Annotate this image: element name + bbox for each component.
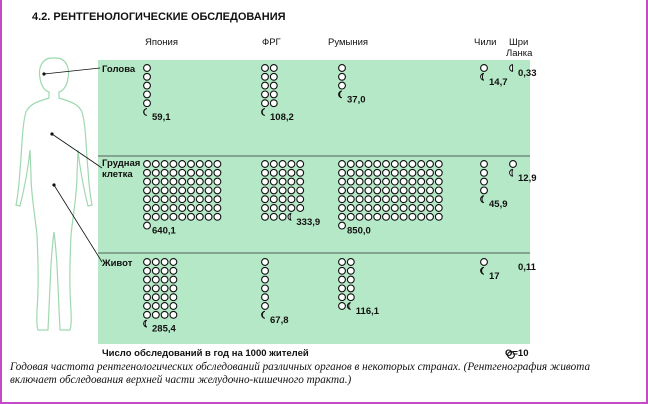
data-symbol xyxy=(427,196,434,203)
data-symbol xyxy=(270,187,277,194)
data-symbol xyxy=(161,311,168,318)
data-symbol xyxy=(374,205,381,212)
data-symbol xyxy=(270,65,277,72)
data-label: 116,1 xyxy=(355,306,380,317)
data-symbol xyxy=(144,82,151,89)
data-symbol xyxy=(347,294,354,301)
data-symbol xyxy=(365,187,372,194)
data-symbol xyxy=(270,213,277,220)
data-symbol xyxy=(391,213,398,220)
data-symbol xyxy=(339,285,346,292)
data-symbol xyxy=(144,213,151,220)
data-symbol xyxy=(427,187,434,194)
data-symbol xyxy=(365,161,372,168)
data-symbol xyxy=(152,196,159,203)
pointer-line xyxy=(44,68,100,74)
organ-label-chest: Грудная xyxy=(102,158,141,169)
data-symbol xyxy=(144,100,151,107)
data-symbol xyxy=(152,178,159,185)
data-symbol xyxy=(262,213,269,220)
country-label-srilanka-2: Ланка xyxy=(506,48,533,59)
data-symbol xyxy=(383,178,390,185)
data-symbol xyxy=(262,178,269,185)
data-symbol xyxy=(270,73,277,80)
data-symbol xyxy=(279,196,286,203)
data-symbol xyxy=(339,169,346,176)
data-symbol xyxy=(356,196,363,203)
data-symbol xyxy=(347,285,354,292)
data-symbol xyxy=(510,161,517,168)
data-symbol xyxy=(262,285,269,292)
data-symbol xyxy=(179,169,186,176)
data-symbol xyxy=(347,259,354,266)
data-symbol xyxy=(339,303,346,310)
data-symbol xyxy=(179,187,186,194)
pointer-dot xyxy=(52,183,55,186)
data-symbol xyxy=(170,303,177,310)
data-symbol xyxy=(170,311,177,318)
data-symbol xyxy=(262,205,269,212)
data-symbol xyxy=(152,161,159,168)
data-symbol xyxy=(347,187,354,194)
data-symbol xyxy=(262,91,269,98)
data-symbol xyxy=(374,161,381,168)
pointer-dot xyxy=(42,72,45,75)
data-symbol xyxy=(297,178,304,185)
data-symbol xyxy=(339,276,346,283)
data-symbol xyxy=(205,205,212,212)
data-symbol xyxy=(339,82,346,89)
data-symbol xyxy=(188,161,195,168)
data-symbol xyxy=(152,259,159,266)
data-symbol-partial xyxy=(510,65,513,72)
data-symbol xyxy=(144,285,151,292)
data-symbol xyxy=(152,205,159,212)
data-symbol xyxy=(170,178,177,185)
country-label-japan: Япония xyxy=(145,37,178,48)
data-symbol xyxy=(262,169,269,176)
data-symbol xyxy=(196,205,203,212)
data-symbol xyxy=(214,213,221,220)
data-symbol xyxy=(179,161,186,168)
data-symbol xyxy=(288,161,295,168)
data-symbol xyxy=(262,161,269,168)
data-symbol xyxy=(188,169,195,176)
data-symbol xyxy=(188,196,195,203)
data-symbol xyxy=(170,285,177,292)
data-symbol xyxy=(144,267,151,274)
data-symbol xyxy=(374,196,381,203)
data-symbol xyxy=(205,169,212,176)
data-symbol xyxy=(161,259,168,266)
data-symbol xyxy=(356,205,363,212)
data-symbol xyxy=(288,196,295,203)
data-symbol xyxy=(427,178,434,185)
data-symbol xyxy=(427,161,434,168)
data-label: 67,8 xyxy=(270,314,289,326)
data-symbol xyxy=(409,178,416,185)
data-symbol xyxy=(214,169,221,176)
data-symbol xyxy=(262,65,269,72)
data-symbol xyxy=(435,161,442,168)
organ-label-chest-2: клетка xyxy=(102,169,133,180)
data-symbol xyxy=(279,178,286,185)
data-symbol xyxy=(262,294,269,301)
data-symbol xyxy=(435,213,442,220)
figure-caption: Годовая частота рентгенологических обследований различных органов в некоторых странах. (Рентгенография живота включает обследования верхней части желудочно-кишечного тракта.) xyxy=(10,361,591,386)
data-label: 59,1 xyxy=(152,112,171,123)
data-symbol xyxy=(339,178,346,185)
data-symbol xyxy=(170,294,177,301)
data-symbol xyxy=(435,187,442,194)
data-symbol xyxy=(262,196,269,203)
data-symbol xyxy=(262,100,269,107)
data-symbol xyxy=(339,196,346,203)
data-symbol xyxy=(270,178,277,185)
data-symbol xyxy=(288,169,295,176)
data-symbol xyxy=(297,161,304,168)
data-symbol xyxy=(391,169,398,176)
data-symbol xyxy=(339,161,346,168)
data-symbol xyxy=(270,161,277,168)
data-symbol xyxy=(161,294,168,301)
data-symbol xyxy=(383,161,390,168)
data-label: 12,9 xyxy=(518,172,537,184)
data-symbol xyxy=(188,213,195,220)
data-symbol xyxy=(144,205,151,212)
data-symbol xyxy=(297,196,304,203)
data-symbol xyxy=(435,169,442,176)
data-symbol xyxy=(188,178,195,185)
data-symbol xyxy=(400,205,407,212)
data-symbol xyxy=(270,82,277,89)
data-symbol xyxy=(383,205,390,212)
data-symbol xyxy=(205,213,212,220)
organ-label-abdomen: Живот xyxy=(102,258,133,269)
data-symbol xyxy=(205,187,212,194)
data-symbol xyxy=(262,276,269,283)
data-symbol xyxy=(270,100,277,107)
data-symbol xyxy=(196,213,203,220)
data-symbol xyxy=(214,196,221,203)
data-symbol xyxy=(418,187,425,194)
data-label: 640,1 xyxy=(152,225,176,237)
data-symbol xyxy=(205,196,212,203)
data-symbol xyxy=(374,187,381,194)
data-symbol xyxy=(196,187,203,194)
data-symbol xyxy=(152,311,159,318)
data-symbol xyxy=(347,178,354,185)
data-symbol xyxy=(435,205,442,212)
data-symbol xyxy=(279,161,286,168)
data-symbol xyxy=(179,205,186,212)
data-symbol xyxy=(144,161,151,168)
data-symbol xyxy=(409,169,416,176)
data-symbol xyxy=(144,196,151,203)
data-label: 45,9 xyxy=(489,199,508,211)
data-symbol xyxy=(347,161,354,168)
data-symbol xyxy=(288,187,295,194)
data-symbol xyxy=(152,169,159,176)
data-symbol xyxy=(418,169,425,176)
data-symbol xyxy=(400,213,407,220)
data-symbol xyxy=(347,196,354,203)
data-symbol xyxy=(152,303,159,310)
data-symbol xyxy=(391,178,398,185)
data-symbol xyxy=(481,161,488,168)
data-symbol xyxy=(144,91,151,98)
data-symbol xyxy=(383,196,390,203)
data-symbol xyxy=(391,196,398,203)
data-symbol xyxy=(188,187,195,194)
data-symbol xyxy=(339,267,346,274)
data-symbol xyxy=(288,178,295,185)
data-symbol xyxy=(418,161,425,168)
data-symbol xyxy=(347,169,354,176)
data-symbol xyxy=(279,213,286,220)
data-symbol xyxy=(161,196,168,203)
data-symbol xyxy=(383,187,390,194)
data-symbol xyxy=(365,213,372,220)
data-symbol xyxy=(196,161,203,168)
data-symbol xyxy=(409,213,416,220)
data-symbol xyxy=(161,205,168,212)
data-symbol xyxy=(152,294,159,301)
data-symbol xyxy=(435,196,442,203)
data-symbol xyxy=(347,213,354,220)
data-symbol xyxy=(356,178,363,185)
chart-footnote: Число обследований в год на 1000 жителей xyxy=(102,348,309,359)
data-symbol xyxy=(418,178,425,185)
data-symbol xyxy=(391,161,398,168)
data-symbol xyxy=(152,187,159,194)
data-symbol xyxy=(418,205,425,212)
data-symbol xyxy=(270,205,277,212)
data-symbol xyxy=(196,169,203,176)
data-symbol xyxy=(262,303,269,310)
data-label: 37,0 xyxy=(347,94,366,106)
data-symbol xyxy=(481,65,488,72)
data-symbol xyxy=(161,303,168,310)
data-symbol xyxy=(391,205,398,212)
pointer-line xyxy=(54,185,102,262)
data-symbol xyxy=(400,187,407,194)
data-label: 17 xyxy=(489,270,500,282)
data-symbol xyxy=(196,196,203,203)
data-symbol xyxy=(214,178,221,185)
data-symbol xyxy=(144,178,151,185)
data-symbol xyxy=(435,178,442,185)
data-symbol xyxy=(144,303,151,310)
country-label-chile: Чили xyxy=(474,37,497,48)
data-label: 108,2 xyxy=(270,112,294,123)
data-symbol xyxy=(144,73,151,80)
data-symbol xyxy=(279,169,286,176)
data-symbol xyxy=(481,259,488,266)
data-symbol xyxy=(427,169,434,176)
human-figure-outline xyxy=(16,58,92,330)
data-symbol xyxy=(374,169,381,176)
data-symbol xyxy=(161,285,168,292)
data-symbol xyxy=(179,178,186,185)
data-symbol xyxy=(205,178,212,185)
data-symbol xyxy=(214,205,221,212)
data-symbol xyxy=(144,294,151,301)
data-symbol xyxy=(356,213,363,220)
data-symbol xyxy=(409,161,416,168)
data-symbol xyxy=(144,222,151,229)
data-symbol xyxy=(339,65,346,72)
data-symbol xyxy=(270,91,277,98)
country-label-srilanka: Шри xyxy=(509,37,529,48)
data-symbol xyxy=(262,187,269,194)
data-symbol xyxy=(365,205,372,212)
data-symbol xyxy=(144,311,151,318)
data-symbol xyxy=(262,267,269,274)
data-symbol xyxy=(214,161,221,168)
data-symbol xyxy=(339,213,346,220)
data-symbol xyxy=(170,276,177,283)
data-symbol xyxy=(161,213,168,220)
data-symbol xyxy=(400,161,407,168)
data-symbol xyxy=(356,169,363,176)
data-symbol xyxy=(427,213,434,220)
data-symbol xyxy=(152,267,159,274)
data-symbol xyxy=(347,276,354,283)
data-symbol xyxy=(170,205,177,212)
data-symbol xyxy=(161,178,168,185)
data-symbol xyxy=(170,259,177,266)
data-symbol xyxy=(152,285,159,292)
data-symbol xyxy=(144,187,151,194)
data-symbol xyxy=(374,213,381,220)
data-symbol xyxy=(339,187,346,194)
data-symbol xyxy=(356,187,363,194)
data-symbol xyxy=(297,187,304,194)
data-symbol xyxy=(297,169,304,176)
data-symbol xyxy=(391,187,398,194)
data-symbol xyxy=(288,205,295,212)
data-symbol xyxy=(339,259,346,266)
data-symbol xyxy=(400,169,407,176)
data-symbol xyxy=(196,178,203,185)
data-symbol xyxy=(144,169,151,176)
data-symbol xyxy=(170,213,177,220)
data-symbol xyxy=(481,178,488,185)
organ-label-head: Голова xyxy=(102,64,136,75)
data-symbol xyxy=(400,196,407,203)
data-symbol xyxy=(400,178,407,185)
data-label: 0,33 xyxy=(518,68,537,79)
data-symbol xyxy=(262,259,269,266)
data-symbol xyxy=(170,161,177,168)
data-label: 285,4 xyxy=(152,323,176,335)
data-label: 850,0 xyxy=(347,225,371,237)
data-symbol xyxy=(144,259,151,266)
data-symbol xyxy=(356,161,363,168)
data-symbol xyxy=(188,205,195,212)
data-symbol xyxy=(418,196,425,203)
data-symbol xyxy=(409,205,416,212)
data-symbol xyxy=(170,267,177,274)
data-symbol xyxy=(270,169,277,176)
data-symbol xyxy=(383,169,390,176)
data-symbol xyxy=(152,276,159,283)
data-symbol xyxy=(374,178,381,185)
data-symbol xyxy=(144,276,151,283)
data-symbol xyxy=(170,196,177,203)
data-symbol xyxy=(279,205,286,212)
data-symbol xyxy=(365,196,372,203)
data-label: 0,11 xyxy=(518,262,536,273)
data-symbol xyxy=(161,161,168,168)
data-symbol xyxy=(179,196,186,203)
data-symbol xyxy=(347,205,354,212)
data-symbol xyxy=(214,187,221,194)
data-symbol xyxy=(297,205,304,212)
data-symbol xyxy=(427,205,434,212)
data-symbol xyxy=(205,161,212,168)
data-label: 14,7 xyxy=(489,76,508,88)
data-symbol xyxy=(152,213,159,220)
country-label-romania: Румыния xyxy=(328,37,369,48)
data-symbol xyxy=(161,169,168,176)
data-symbol xyxy=(144,65,151,72)
data-symbol xyxy=(170,187,177,194)
data-symbol xyxy=(262,73,269,80)
data-symbol xyxy=(270,196,277,203)
data-symbol xyxy=(347,267,354,274)
data-symbol xyxy=(339,73,346,80)
data-symbol xyxy=(279,187,286,194)
data-symbol-partial xyxy=(510,169,513,176)
data-symbol xyxy=(409,187,416,194)
data-symbol xyxy=(170,169,177,176)
data-symbol xyxy=(161,187,168,194)
country-label-frg: ФРГ xyxy=(262,37,281,48)
data-label: 333,9 xyxy=(296,216,321,228)
data-symbol xyxy=(383,213,390,220)
data-symbol xyxy=(365,178,372,185)
data-symbol xyxy=(262,82,269,89)
data-symbol xyxy=(418,213,425,220)
data-symbol xyxy=(339,205,346,212)
data-symbol xyxy=(339,294,346,301)
data-symbol xyxy=(339,222,346,229)
data-symbol xyxy=(365,169,372,176)
data-symbol xyxy=(161,276,168,283)
pointer-dot xyxy=(50,132,53,135)
data-symbol xyxy=(161,267,168,274)
data-symbol xyxy=(481,169,488,176)
chart-legend: O=10 xyxy=(505,348,529,359)
data-symbol xyxy=(481,187,488,194)
page-title: 4.2. РЕНТГЕНОЛОГИЧЕСКИЕ ОБСЛЕДОВАНИЯ xyxy=(32,11,286,23)
data-symbol xyxy=(179,213,186,220)
data-symbol xyxy=(409,196,416,203)
